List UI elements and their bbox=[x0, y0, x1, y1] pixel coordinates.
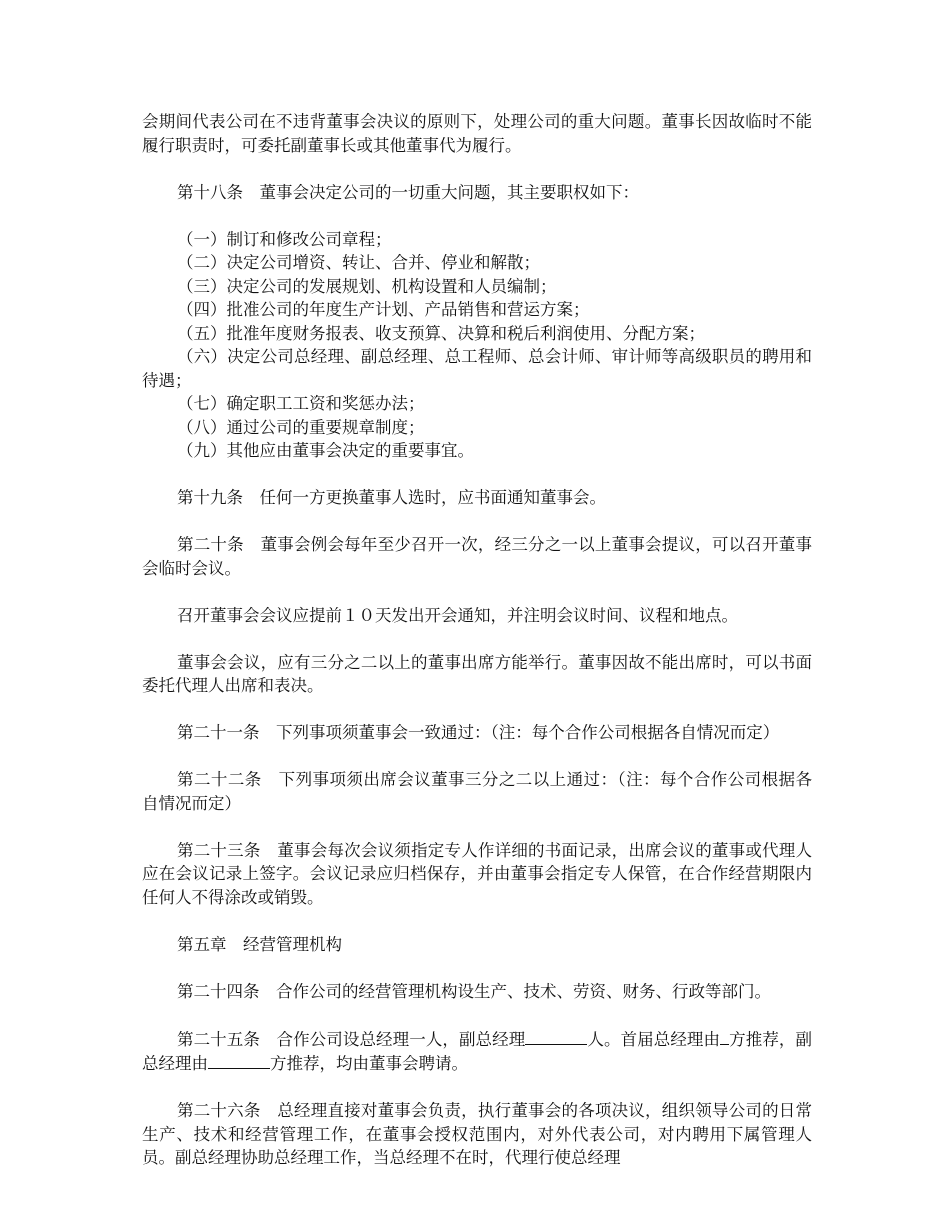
list-item: （三）决定公司的发展规划、机构设置和人员编制； bbox=[177, 276, 557, 296]
article-18-heading: 第十八条 董事会决定公司的一切重大问题，其主要职权如下： bbox=[177, 182, 639, 202]
spacer bbox=[142, 580, 812, 604]
article-25-text-1: 第二十五条 合作公司设总经理一人，副总经理 bbox=[177, 1029, 526, 1049]
article-20-paragraph-2: 召开董事会会议应提前１０天发出开会通知，并注明会议时间、议程和地点。 bbox=[177, 605, 738, 625]
article-23: 第二十三条 董事会每次会议须指定专人作详细的书面记录，出席会议的董事或代理人应在会议记录上签字。会议记录应归档保存，并由董事会指定专人保管，在合作经营期限内任何人不得涂改或销毁。 bbox=[142, 840, 812, 907]
article-24: 第二十四条 合作公司的经营管理机构设生产、技术、劳资、财务、行政等部门。 bbox=[177, 981, 771, 1001]
document-page bbox=[142, 110, 812, 1170]
deputy-party-blank bbox=[208, 1051, 270, 1069]
spacer bbox=[142, 909, 812, 933]
spacer bbox=[142, 815, 812, 839]
deputy-count-blank bbox=[525, 1027, 587, 1045]
list-item: （九）其他应由董事会决定的重要事宜。 bbox=[177, 441, 474, 460]
article-20-paragraph-3: 董事会会议，应有三分之二以上的董事出席方能举行。董事因故不能出席时，可以书面委托代理人出席和表决。 bbox=[142, 652, 812, 695]
list-item: （一）制订和修改公司章程； bbox=[177, 229, 392, 249]
list-item: （七）确定职工工资和奖惩办法； bbox=[177, 394, 425, 413]
list-item: （二）决定公司增资、转让、合并、停业和解散； bbox=[177, 253, 540, 272]
list-item: （四）批准公司的年度生产计划、产品销售和营运方案； bbox=[177, 300, 590, 319]
chapter-5-title: 第五章 经营管理机构 bbox=[177, 934, 342, 954]
article-25-text-3: 方推荐，副总经理由 bbox=[142, 1029, 813, 1073]
article-21: 第二十一条 下列事项须董事会一致通过：（注：每个合作公司根据各自情况而定） bbox=[177, 723, 780, 742]
spacer bbox=[142, 463, 812, 487]
spacer bbox=[142, 698, 812, 722]
article-25-text-2: 人。首届总经理由 bbox=[587, 1029, 721, 1049]
spacer bbox=[142, 157, 812, 181]
article-18-list bbox=[142, 228, 812, 463]
article-25 bbox=[142, 1027, 812, 1076]
spacer bbox=[142, 956, 812, 980]
article-25-text-4: 方推荐，均由董事会聘请。 bbox=[270, 1054, 468, 1073]
spacer bbox=[142, 510, 812, 534]
spacer bbox=[142, 745, 812, 769]
gm-party-blank bbox=[720, 1027, 729, 1045]
list-item: （八）通过公司的重要规章制度； bbox=[177, 417, 425, 437]
list-item: （六）决定公司总经理、副总经理、总工程师、总会计师、审计师等高级职员的聘用和待遇； bbox=[142, 347, 812, 390]
list-item: （五）批准年度财务报表、收支预算、决算和税后利润使用、分配方案； bbox=[177, 323, 705, 343]
article-20-paragraph-1: 第二十条 董事会例会每年至少召开一次，经三分之一以上董事会提议，可以召开董事会临时会议。 bbox=[142, 535, 812, 578]
article-22: 第二十二条 下列事项须出席会议董事三分之二以上通过：（注：每个合作公司根据各自情况而定） bbox=[142, 770, 812, 813]
spacer bbox=[142, 1076, 812, 1100]
spacer bbox=[142, 204, 812, 228]
article-19: 第十九条 任何一方更换董事人选时，应书面通知董事会。 bbox=[177, 488, 606, 507]
intro-paragraph: 会期间代表公司在不违背董事会决议的原则下，处理公司的重大问题。董事长因故临时不能履行职责时，可委托副董事长或其他董事代为履行。 bbox=[142, 112, 812, 155]
article-26: 第二十六条 总经理直接对董事会负责，执行董事会的各项决议，组织领导公司的日常生产、技术和经营管理工作，在董事会授权范围内，对外代表公司，对内聘用下属管理人员。副总经理协助总经理工作，当总经理不在时，代理行使总经理 bbox=[142, 1101, 812, 1167]
spacer bbox=[142, 1003, 812, 1027]
spacer bbox=[142, 627, 812, 651]
